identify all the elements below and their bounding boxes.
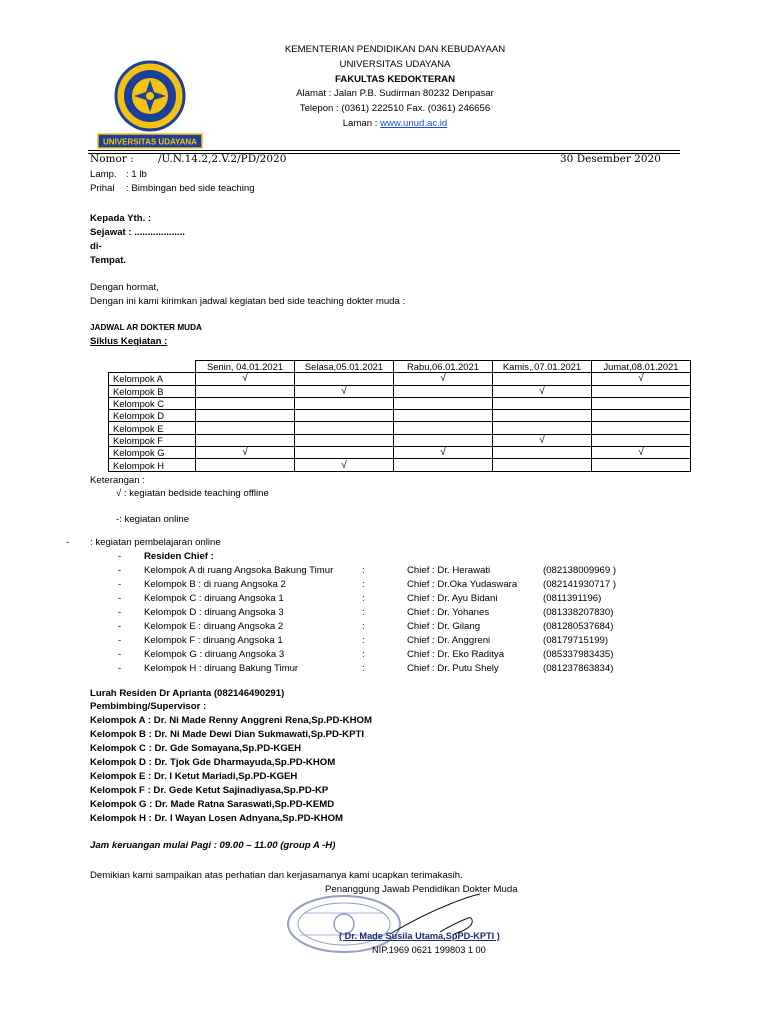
address: Alamat : Jalan P.B. Sudirman 80232 Denpasar (296, 88, 494, 100)
group-label: Kelompok F (109, 434, 196, 446)
residen-colon: : (362, 621, 365, 632)
residen-group: Kelompok C : diruang Angsoka 1 (144, 593, 284, 604)
residen-group: Kelompok G : diruang Angsoka 3 (144, 649, 285, 660)
schedule-cell (493, 447, 592, 459)
website (250, 117, 540, 132)
schedule-cell (196, 422, 295, 434)
residen-chief: Chief : Dr. Eko Raditya (407, 649, 505, 660)
schedule-cell: √ (196, 373, 295, 385)
table-row (109, 385, 691, 397)
schedule-cell: √ (592, 373, 691, 385)
residen-chief: Chief : Dr. Anggreni (407, 635, 491, 646)
residen-phone: (082138009969 ) (543, 565, 617, 576)
signer-nip: NIP.1969 0621 199803 1 00 (372, 945, 486, 955)
schedule-table (108, 360, 691, 472)
residen-phone: (08179715199) (543, 635, 609, 646)
list-bullet: - (118, 607, 122, 618)
list-bullet: - (118, 565, 122, 576)
schedule-cell (592, 385, 691, 397)
schedule-cell (592, 459, 691, 471)
schedule-cell (196, 385, 295, 397)
schedule-cell (493, 459, 592, 471)
residen-group: Kelompok E : diruang Angsoka 2 (144, 621, 284, 632)
supervisor-item: Kelompok H : Dr. I Wayan Losen Adnyana,Sp.PD-KHOM (90, 813, 344, 824)
group-label: Kelompok D (109, 410, 196, 422)
schedule-cell (394, 385, 493, 397)
tempat: Tempat. (90, 255, 127, 266)
group-label: Kelompok E (109, 422, 196, 434)
residen-phone: (085337983435) (543, 649, 614, 660)
residen-colon: : (362, 607, 365, 618)
residen-phone: (081237863834) (543, 663, 614, 674)
lurah-residen: Lurah Residen Dr Aprianta (082146490291) (90, 688, 285, 699)
schedule-cell (592, 410, 691, 422)
schedule-cell (493, 410, 592, 422)
day-header: Rabu,06.01.2021 (394, 361, 493, 373)
table-row (109, 447, 691, 459)
list-bullet: - (118, 663, 122, 674)
lamp-value: : 1 lb (126, 169, 147, 180)
jam-keruangan: Jam keruangan mulai Pagi : 09.00 – 11.00 (group A -H) (90, 840, 336, 851)
schedule-cell: √ (295, 459, 394, 471)
schedule-cell: √ (394, 447, 493, 459)
residen-dash: - (118, 551, 122, 562)
supervisor-item: Kelompok F : Dr. Gede Ketut Sajinadiyasa,Sp.PD-KP (90, 785, 329, 796)
residen-group: Kelompok F : diruang Angsoka 1 (144, 635, 283, 646)
prihal-label: Prihal (90, 183, 115, 194)
prihal-value: : Bimbingan bed side teaching (126, 183, 255, 194)
residen-title: Residen Chief : (144, 551, 214, 562)
schedule-cell (592, 422, 691, 434)
supervisor-item: Kelompok A : Dr. Ni Made Renny Anggreni Rena,Sp.PD-KHOM (90, 715, 372, 726)
schedule-cell: √ (295, 385, 394, 397)
schedule-cell (592, 397, 691, 409)
residen-phone: (081280537684) (543, 621, 614, 632)
list-bullet: - (118, 635, 122, 646)
residen-group: Kelompok D : diruang Angsoka 3 (144, 607, 284, 618)
list-bullet: - (118, 649, 122, 660)
group-label: Kelompok H (109, 459, 196, 471)
table-row (109, 397, 691, 409)
schedule-cell: √ (394, 373, 493, 385)
schedule-cell (394, 397, 493, 409)
signer-name: ( Dr. Made Susila Utama,SpPD-KPTI ) (339, 931, 500, 941)
residen-colon: : (362, 579, 365, 590)
nomor-value: /U.N.14.2,2.V.2/PD/2020 (158, 153, 287, 165)
residen-colon: : (362, 565, 365, 576)
group-label: Kelompok C (109, 397, 196, 409)
siklus-label: Siklus Kegiatan : (90, 336, 168, 347)
kepada: Kepada Yth. : (90, 213, 152, 224)
table-row (109, 422, 691, 434)
group-label: Kelompok A (109, 373, 196, 385)
logo-text: UNIVERSITAS UDAYANA (103, 137, 197, 147)
group-label: Kelompok B (109, 385, 196, 397)
group-label: Kelompok G (109, 447, 196, 459)
schedule-cell (295, 397, 394, 409)
table-row (109, 459, 691, 471)
schedule-cell (295, 410, 394, 422)
residen-chief: Chief : Dr. Gilang (407, 621, 481, 632)
penanggung-jawab: Penanggung Jawab Pendidikan Dokter Muda (325, 884, 518, 895)
nomor-label: Nomor : (90, 153, 134, 165)
residen-group: Kelompok B : di ruang Angsoka 2 (144, 579, 286, 590)
greeting: Dengan hormat, (90, 282, 159, 293)
day-header: Senin, 04.01.2021 (196, 361, 295, 373)
list-bullet: - (118, 621, 122, 632)
supervisor-title: Pembimbing/Supervisor : (90, 701, 207, 712)
schedule-header-row (109, 361, 691, 373)
keterangan-offline: √ : kegiatan bedside teaching offline (116, 488, 269, 499)
list-bullet: - (118, 593, 122, 604)
residen-chief: Chief : Dr. Putu Shely (407, 663, 499, 674)
website-label: Laman : (342, 117, 381, 129)
pembelajaran-dash: - (66, 537, 70, 548)
supervisor-item: Kelompok B : Dr. Ni Made Dewi Dian Sukmawati,Sp.PD-KPTI (90, 729, 365, 740)
supervisor-item: Kelompok G : Dr. Made Ratna Saraswati,Sp.PD-KEMD (90, 799, 335, 810)
supervisor-item: Kelompok E : Dr. I Ketut Mariadi,Sp.PD-KGEH (90, 771, 298, 782)
letter-date: 30 Desember 2020 (560, 153, 661, 165)
phone: Telepon : (0361) 222510 Fax. (0361) 246656 (299, 103, 491, 115)
keterangan-pembelajaran: : kegiatan pembelajaran online (90, 537, 221, 548)
day-header: Jumat,08.01.2021 (592, 361, 691, 373)
schedule-cell (295, 447, 394, 459)
letterhead (250, 43, 540, 132)
residen-chief: Chief : Dr. Ayu Bidani (407, 593, 498, 604)
schedule-cell (196, 434, 295, 446)
schedule-cell (493, 373, 592, 385)
demikian: Demikian kami sampaikan atas perhatian dan kerjasamanya kami ucapkan terimakasih. (90, 870, 463, 881)
schedule-cell (295, 422, 394, 434)
residen-colon: : (362, 593, 365, 604)
header-rule (88, 150, 680, 151)
di: di- (90, 241, 102, 252)
university-name: UNIVERSITAS UDAYANA (339, 58, 451, 70)
supervisor-item: Kelompok D : Dr. Tjok Gde Dharmayuda,Sp.PD-KHOM (90, 757, 336, 768)
residen-colon: : (362, 663, 365, 674)
keterangan-label: Keterangan : (90, 475, 145, 486)
table-row (109, 410, 691, 422)
keterangan-online: -: kegiatan online (116, 514, 190, 525)
table-row (109, 373, 691, 385)
website-link[interactable]: www.unud.ac.id (380, 117, 448, 129)
header-corner (109, 361, 196, 373)
university-logo (96, 60, 204, 152)
schedule-cell: √ (493, 385, 592, 397)
residen-colon: : (362, 635, 365, 646)
schedule-cell (295, 434, 394, 446)
schedule-cell (196, 459, 295, 471)
schedule-cell (394, 422, 493, 434)
schedule-cell (394, 410, 493, 422)
residen-chief: Chief : Dr. Herawati (407, 565, 491, 576)
schedule-cell (493, 397, 592, 409)
jadwal-title: JADWAL AR DOKTER MUDA (90, 323, 202, 332)
lamp-label: Lamp. (90, 169, 117, 180)
schedule-cell: √ (493, 434, 592, 446)
day-header: Selasa,05.01.2021 (295, 361, 394, 373)
sejawat: Sejawat : ................... (90, 227, 185, 238)
residen-group: Kelompok H : diruang Bakung Timur (144, 663, 299, 674)
day-header: Kamis,.07.01.2021 (493, 361, 592, 373)
residen-phone: (081338207830) (543, 607, 614, 618)
residen-chief: Chief : Dr. Yohanes (407, 607, 490, 618)
residen-chief: Chief : Dr.Oka Yudaswara (407, 579, 518, 590)
schedule-cell (295, 373, 394, 385)
schedule-cell: √ (592, 447, 691, 459)
schedule-cell (196, 397, 295, 409)
intro: Dengan ini kami kirimkan jadwal kegiatan bed side teaching dokter muda : (90, 296, 406, 307)
residen-phone: (082141930717 ) (543, 579, 617, 590)
schedule-cell (196, 410, 295, 422)
residen-colon: : (362, 649, 365, 660)
schedule-cell (493, 422, 592, 434)
schedule-cell (394, 434, 493, 446)
residen-group: Kelompok A di ruang Angsoka Bakung Timur (144, 565, 334, 576)
schedule-cell (592, 434, 691, 446)
faculty-name: FAKULTAS KEDOKTERAN (334, 73, 456, 85)
list-bullet: - (118, 579, 122, 590)
schedule-cell: √ (196, 447, 295, 459)
table-row (109, 434, 691, 446)
supervisor-item: Kelompok C : Dr. Gde Somayana,Sp.PD-KGEH (90, 743, 302, 754)
schedule-cell (394, 459, 493, 471)
ministry-name: KEMENTERIAN PENDIDIKAN DAN KEBUDAYAAN (284, 44, 506, 55)
residen-phone: (0811391196) (543, 593, 602, 604)
